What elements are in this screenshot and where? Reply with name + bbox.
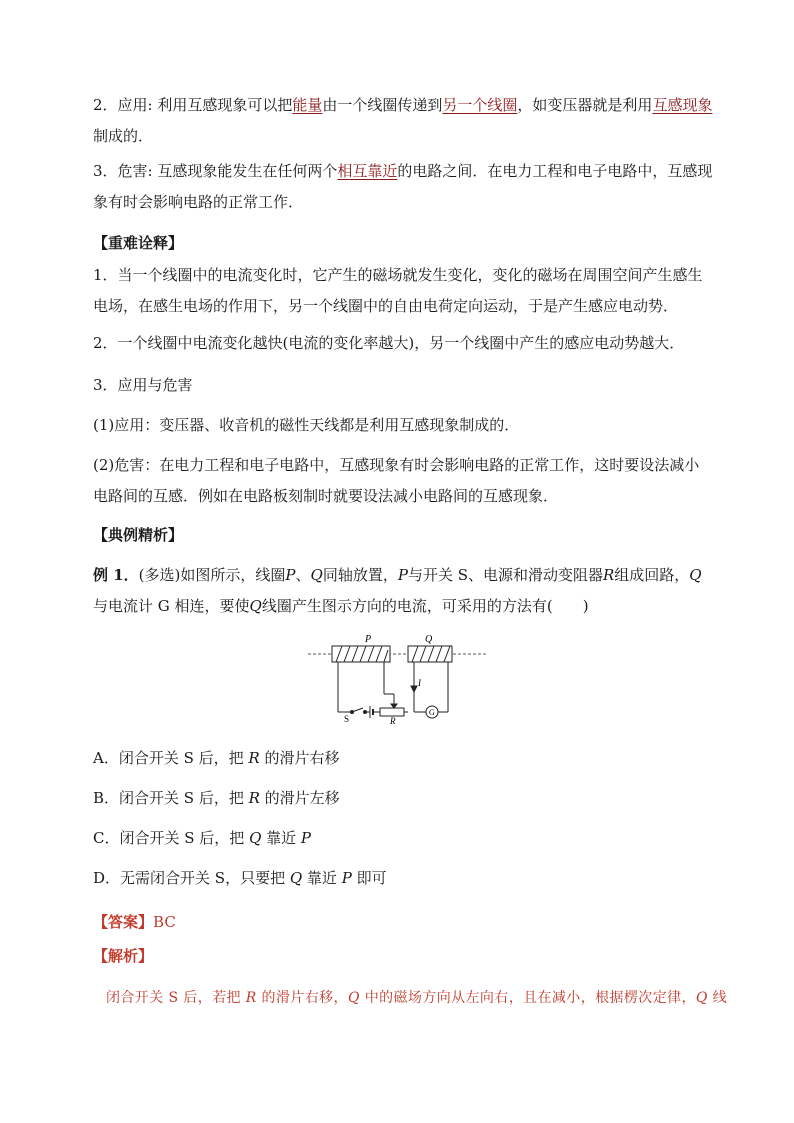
key-point-4: (1)应用：变压器、收音机的磁性天线都是利用互感现象制成的． — [93, 416, 520, 434]
label-s: S — [344, 714, 350, 724]
example-label: 例 1． — [93, 566, 139, 584]
option-c: C．闭合开关 S 后，把 Q 靠近 P — [93, 829, 312, 847]
label-q: Q — [425, 634, 433, 645]
key-points-heading: 【重难诠释】 — [93, 234, 184, 252]
option-d: D．无需闭合开关 S，只要把 Q 靠近 P 即可 — [93, 869, 387, 887]
key-point-2: 2．一个线圈中电流变化越快(电流的变化率越大)，另一个线圈中产生的感应电动势越大． — [93, 334, 685, 352]
option-a: A．闭合开关 S 后，把 R 的滑片右移 — [93, 749, 340, 767]
answer-value: BC — [153, 913, 176, 931]
answer-line — [93, 911, 176, 932]
switch-s — [351, 708, 371, 714]
answer-heading: 【答案】 — [93, 913, 154, 931]
key-term-mutual-induction: 互感现象 — [652, 96, 713, 114]
label-p: P — [365, 634, 372, 645]
example-heading: 【典例精析】 — [93, 526, 184, 544]
key-term-energy: 能量 — [292, 96, 323, 114]
key-term-mutually-close: 相互靠近 — [337, 162, 398, 180]
key-point-3: 3．应用与危害 — [93, 376, 193, 394]
hazard-paragraph: 3．危害: 互感现象能发生在任何两个相互靠近的电路之间．在电力工程和电子电路中，互感现象有时会影响电路的正常工作． — [93, 162, 713, 211]
label-g: G — [429, 708, 435, 717]
example-question: 例 1．(多选)如图所示，线圈P、Q同轴放置，P与开关 S、电源和滑动变阻器R组成回路，Q与电流计 G 相连，要使Q线圈产生图示方向的电流，可采用的方法有( ) — [93, 566, 702, 615]
key-term-other-coil: 另一个线圈 — [442, 96, 518, 114]
analysis-text: 闭合开关 S 后，若把 R 的滑片右移，Q 中的磁场方向从左向右，且在减小，根据楞次定律，Q 线 — [106, 990, 728, 1006]
battery — [370, 706, 380, 718]
key-point-1: 1．当一个线圈中的电流变化时，它产生的磁场就发生变化，变化的磁场在周围空间产生感生电场，在感生电场的作用下，另一个线圈中的自由电荷定向运动，于是产生感应电动势． — [93, 266, 703, 315]
label-r: R — [390, 716, 396, 724]
coil-p — [332, 646, 390, 662]
key-point-5: (2)危害：在电力工程和电子电路中，互感现象有时会影响电路的正常工作，这时要设法减小电路间的互感．例如在电路板刻制时就要设法减小电路间的互感现象． — [93, 456, 700, 505]
coil-q — [408, 646, 452, 662]
option-b: B．闭合开关 S 后，把 R 的滑片左移 — [93, 789, 340, 807]
example-tag: (多选) — [138, 566, 181, 584]
label-i: I — [418, 678, 421, 688]
circuit-p-wires — [338, 662, 394, 712]
rheostat-r — [380, 700, 408, 716]
application-paragraph: 2．应用: 利用互感现象可以把能量由一个线圈传递到另一个线圈，如变压器就是利用互感现象制成的． — [93, 96, 713, 145]
circuit-diagram — [308, 628, 488, 724]
current-arrow — [411, 680, 417, 692]
analysis-heading: 【解析】 — [93, 947, 154, 965]
